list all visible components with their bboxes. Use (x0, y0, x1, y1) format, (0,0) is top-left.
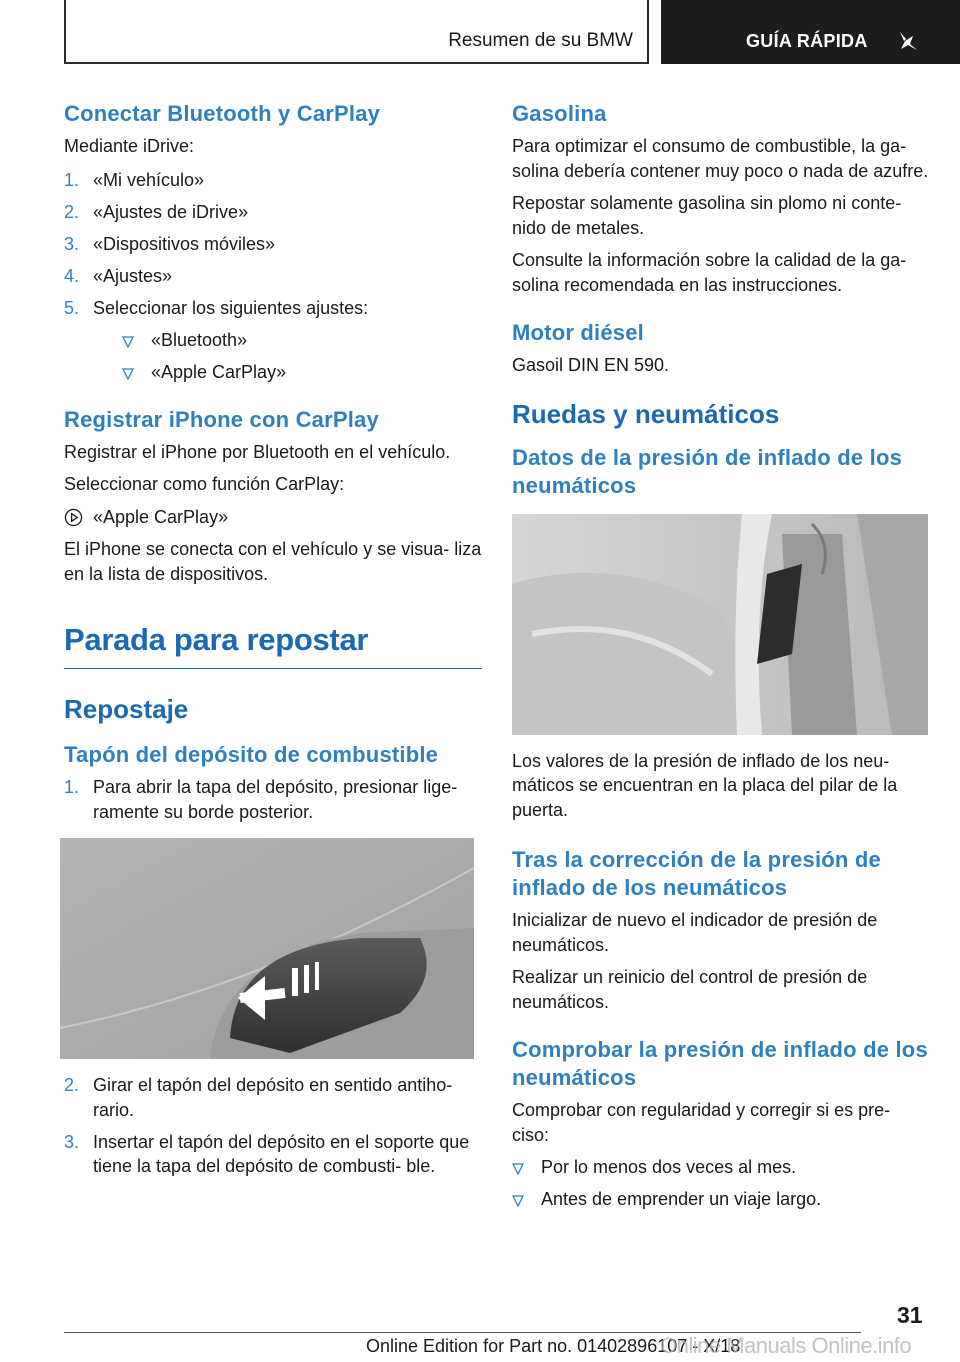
fuel-cap-step1 (64, 775, 482, 824)
gasoline-p1: Para optimizar el consumo de combustible, la ga- solina debería contener muy poco o nada de azufre. (512, 136, 929, 181)
list-item: 2. Girar el tapón del depósito en sentido antiho- rario. (64, 1075, 453, 1120)
left-column (64, 100, 482, 1186)
list-item: 1. «Mi vehículo» (64, 169, 205, 190)
list-item: Antes de emprender un viaje largo. (512, 1187, 930, 1212)
tire-pressure-data-heading: Datos de la presión de inflado de los neumáticos (512, 444, 903, 498)
bullet-triangle-icon (512, 1195, 524, 1207)
bluetooth-carplay-heading: Conectar Bluetooth y CarPlay (64, 101, 381, 126)
bluetooth-steps (64, 168, 482, 385)
page-number: 31 (897, 1302, 923, 1328)
gasoline-p3: Consulte la información sobre la calidad de la ga- solina recomendada en las instrucciones. (512, 250, 907, 295)
door-pillar-photo (512, 514, 928, 735)
play-circle-icon (64, 508, 83, 527)
header-chapter-box (661, 0, 960, 64)
watermark: Online Manuals Online.info (660, 1333, 912, 1358)
tire-pressure-p1: Los valores de la presión de inflado de los neu- máticos se encuentran en la placa del pilar de la puerta. (512, 750, 898, 820)
after-correction-p2: Realizar un reinicio del control de presión de neumáticos. (512, 967, 868, 1012)
list-item: «Bluetooth» (122, 328, 482, 353)
header-chapter-title: GUÍA RÁPIDA (746, 31, 868, 51)
wheels-tires-heading: Ruedas y neumáticos (512, 398, 780, 429)
bullet-triangle-icon (122, 336, 134, 348)
check-pressure-heading: Comprobar la presión de inflado de los neumáticos (512, 1037, 928, 1090)
list-item: 1. Para abrir la tapa del depósito, presionar lige- ramente su borde posterior. (64, 777, 458, 822)
list-item: 3. «Dispositivos móviles» (64, 233, 276, 254)
diesel-p1: Gasoil DIN EN 590. (512, 355, 670, 375)
footer-edition: Online Edition for Part no. 01402896107 - X/18 (366, 1336, 741, 1356)
register-p1: Registrar el iPhone por Bluetooth en el vehículo. (64, 441, 451, 462)
gasoline-p2: Repostar solamente gasolina sin plomo ni conte- nido de metales. (512, 193, 902, 238)
header-section-title: Resumen de su BMW (448, 30, 633, 51)
list-item: 3. Insertar el tapón del depósito en el soporte que tiene la tapa del depósito de combusti- ble. (64, 1131, 470, 1176)
quick-guide-icon (897, 30, 919, 52)
register-iphone-heading: Registrar iPhone con CarPlay (64, 406, 379, 432)
refuel-heading-block (64, 620, 482, 669)
refueling-subheading: Repostaje (64, 694, 189, 724)
header-section-box (64, 0, 649, 64)
list-item: 4. «Ajustes» (64, 265, 173, 286)
fuel-cap-steps-2-3 (64, 1073, 482, 1179)
refuel-heading: Parada para repostar (64, 622, 369, 657)
list-item: 2. «Ajustes de iDrive» (64, 201, 249, 222)
list-item: 5. Seleccionar los siguientes ajustes: «Bluetooth» «Apple CarPlay» (64, 296, 482, 385)
after-correction-heading: Tras la corrección de la presión de inflado de los neumáticos (512, 847, 881, 900)
register-p2: Seleccionar como función CarPlay: (64, 474, 345, 494)
register-p3: El iPhone se conecta con el vehículo y se visua- liza en la lista de dispositivos. (64, 539, 482, 584)
bullet-triangle-icon (122, 368, 134, 380)
after-correction-p1: Inicializar de nuevo el indicador de presión de neumáticos. (512, 910, 878, 955)
gasoline-heading: Gasolina (512, 101, 607, 126)
list-item: «Apple CarPlay» (122, 360, 482, 385)
fuel-cap-heading: Tapón del depósito de combustible (64, 742, 439, 767)
bluetooth-intro: Mediante iDrive: (64, 136, 195, 156)
fuel-flap-photo (60, 838, 474, 1059)
carplay-icon-item: «Apple CarPlay» (64, 505, 482, 530)
bluetooth-sub-bullets (93, 328, 482, 385)
check-pressure-bullets (512, 1155, 930, 1212)
diesel-heading: Motor diésel (512, 320, 644, 345)
bullet-triangle-icon (512, 1163, 524, 1175)
list-item: Por lo menos dos veces al mes. (512, 1155, 930, 1180)
check-pressure-p1: Comprobar con regularidad y corregir si es pre- ciso: (512, 1100, 891, 1145)
right-column (512, 100, 930, 1219)
